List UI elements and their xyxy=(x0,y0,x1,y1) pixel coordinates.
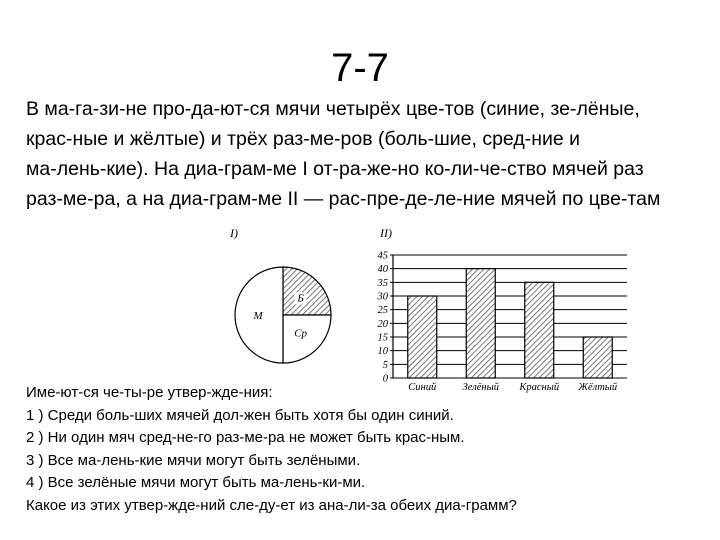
y-tick-label: 15 xyxy=(377,332,388,344)
pie-slice-label: Б xyxy=(297,292,304,305)
x-tick-label: Синий xyxy=(408,382,437,393)
statement-3: 3 ) Все ма-лень-кие мячи могут быть зелёными. xyxy=(26,451,361,469)
x-tick-label: Жёлтый xyxy=(578,382,618,393)
y-tick-label: 45 xyxy=(377,250,388,262)
pie-chart xyxy=(229,226,331,363)
y-tick-label: 25 xyxy=(377,305,388,317)
statements-header: Име-ют-ся че-ты-ре утвер-жде-ния: xyxy=(26,384,273,401)
bar xyxy=(583,337,612,378)
statement-2: 2 ) Ни один мяч сред-не-го раз-ме-ра не может быть крас-ным. xyxy=(26,429,465,446)
y-tick-label: 35 xyxy=(377,277,388,289)
intro-line: крас-ные и жёлтые) и трёх раз-ме-ров (боль-шие, сред-ние и xyxy=(26,128,581,150)
pie-slice xyxy=(283,267,331,315)
x-tick-label: Красный xyxy=(519,382,560,393)
slide-title: 7-7 xyxy=(331,46,389,90)
bar xyxy=(466,269,495,378)
pie-slice-label: М xyxy=(253,310,263,322)
pie-slice-label: Ср xyxy=(294,327,308,340)
intro-line: ма-лень-кие). На диа-грам-ме I от-ра-же-но ко-ли-че-ство мячей раз xyxy=(26,158,644,180)
statement-1: 1 ) Среди боль-ших мячей дол-жен быть хотя бы один синий. xyxy=(26,406,454,424)
y-tick-label: 10 xyxy=(377,346,388,358)
question-text: Какое из этих утвер-жде-ний сле-ду-ет из ана-ли-за обеих диа-грамм? xyxy=(26,496,517,514)
x-tick-label: Зелёный xyxy=(462,382,499,393)
y-tick-label: 0 xyxy=(382,373,388,385)
pie-title: I) xyxy=(230,226,238,240)
intro-line: В ма-га-зи-не про-да-ют-ся мячи четырёх цве-тов (синие, зе-лёные, xyxy=(26,98,640,120)
y-tick-label: 30 xyxy=(377,291,388,303)
bar-chart xyxy=(377,226,628,393)
y-tick-label: 5 xyxy=(382,359,388,371)
y-tick-label: 40 xyxy=(377,264,388,276)
statement-4: 4 ) Все зелёные мячи могут быть ма-лень-ки-ми. xyxy=(26,474,366,491)
statements-block xyxy=(26,382,706,517)
bar-title: II) xyxy=(380,226,392,240)
bar xyxy=(408,296,437,378)
intro-line: раз-ме-ра, а на диа-грам-ме II — рас-пре-де-ле-ние мячей по цве-там xyxy=(26,188,661,210)
bar xyxy=(525,282,554,378)
y-tick-label: 20 xyxy=(377,318,388,330)
